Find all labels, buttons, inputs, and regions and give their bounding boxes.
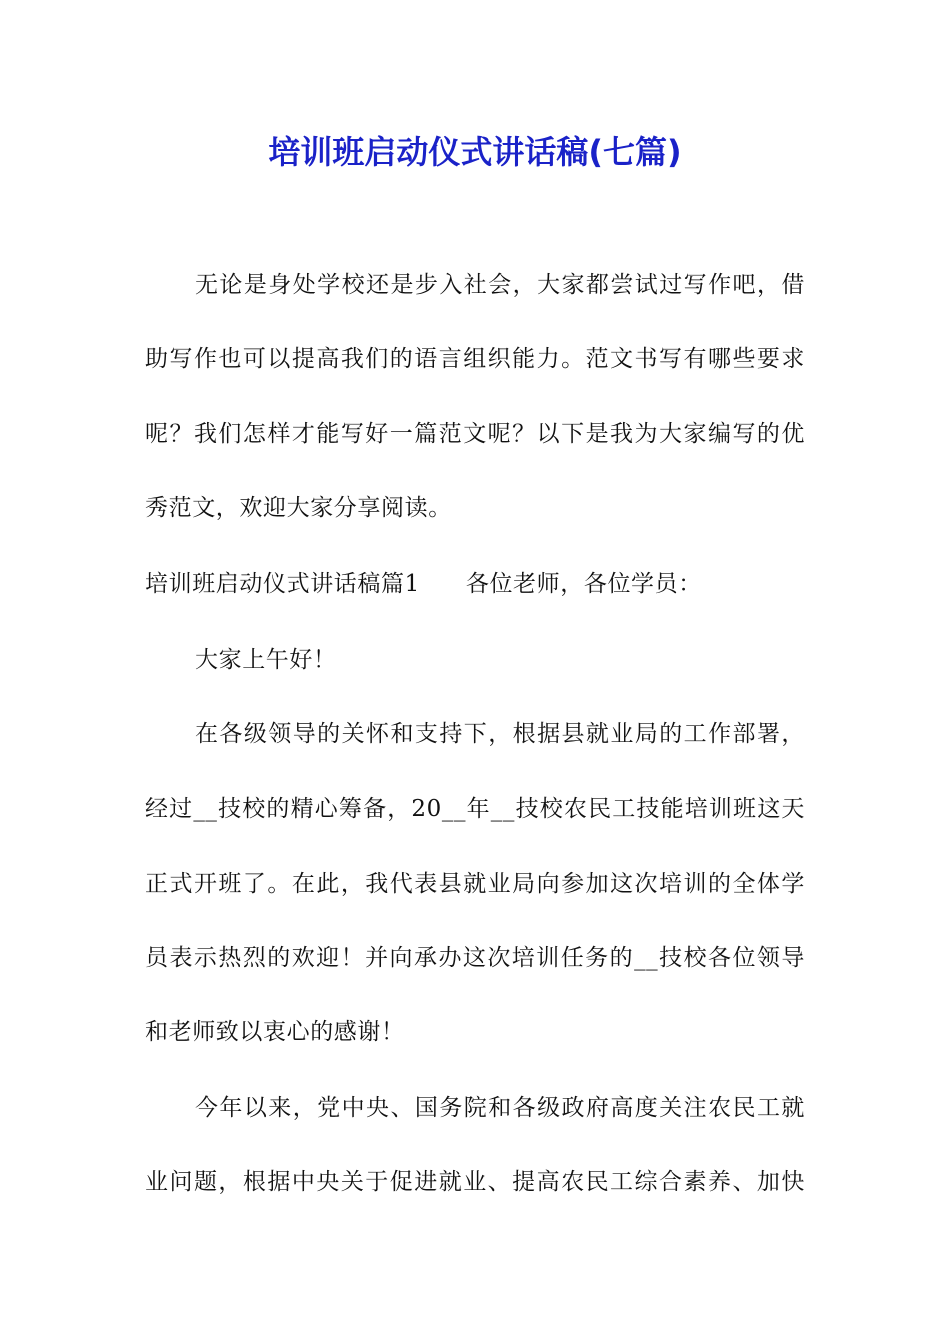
intro-line: 无论是身处学校还是步入社会，大家都尝试过写作吧，借 bbox=[195, 272, 805, 298]
section-heading-row bbox=[145, 566, 805, 602]
paragraph-line: 正式开班了。在此，我代表县就业局向参加这次培训的全体学 bbox=[145, 871, 805, 897]
section-heading: 培训班启动仪式讲话稿篇1 bbox=[145, 571, 420, 597]
paragraph-line: 今年以来，党中央、国务院和各级政府高度关注农民工就 bbox=[195, 1095, 805, 1121]
greeting: 大家上午好！ bbox=[195, 647, 337, 673]
document-title: 培训班启动仪式讲话稿(七篇) bbox=[268, 133, 682, 171]
intro-line: 秀范文，欢迎大家分享阅读。 bbox=[145, 495, 452, 521]
salutation: 各位老师，各位学员： bbox=[465, 571, 702, 597]
paragraph-line: 员表示热烈的欢迎！并向承办这次培训任务的__技校各位领导 bbox=[145, 945, 805, 971]
paragraph-line: 在各级领导的关怀和支持下，根据县就业局的工作部署， bbox=[195, 721, 805, 747]
paragraph-line: 经过__技校的精心筹备，20__年__技校农民工技能培训班这天 bbox=[145, 796, 805, 822]
paragraph-line: 业问题，根据中央关于促进就业、提高农民工综合素养、加快 bbox=[145, 1169, 805, 1195]
paragraph-line: 和老师致以衷心的感谢！ bbox=[145, 1019, 405, 1045]
intro-line: 助写作也可以提高我们的语言组织能力。范文书写有哪些要求 bbox=[145, 346, 805, 372]
intro-line: 呢？我们怎样才能写好一篇范文呢？以下是我为大家编写的优 bbox=[145, 421, 805, 447]
